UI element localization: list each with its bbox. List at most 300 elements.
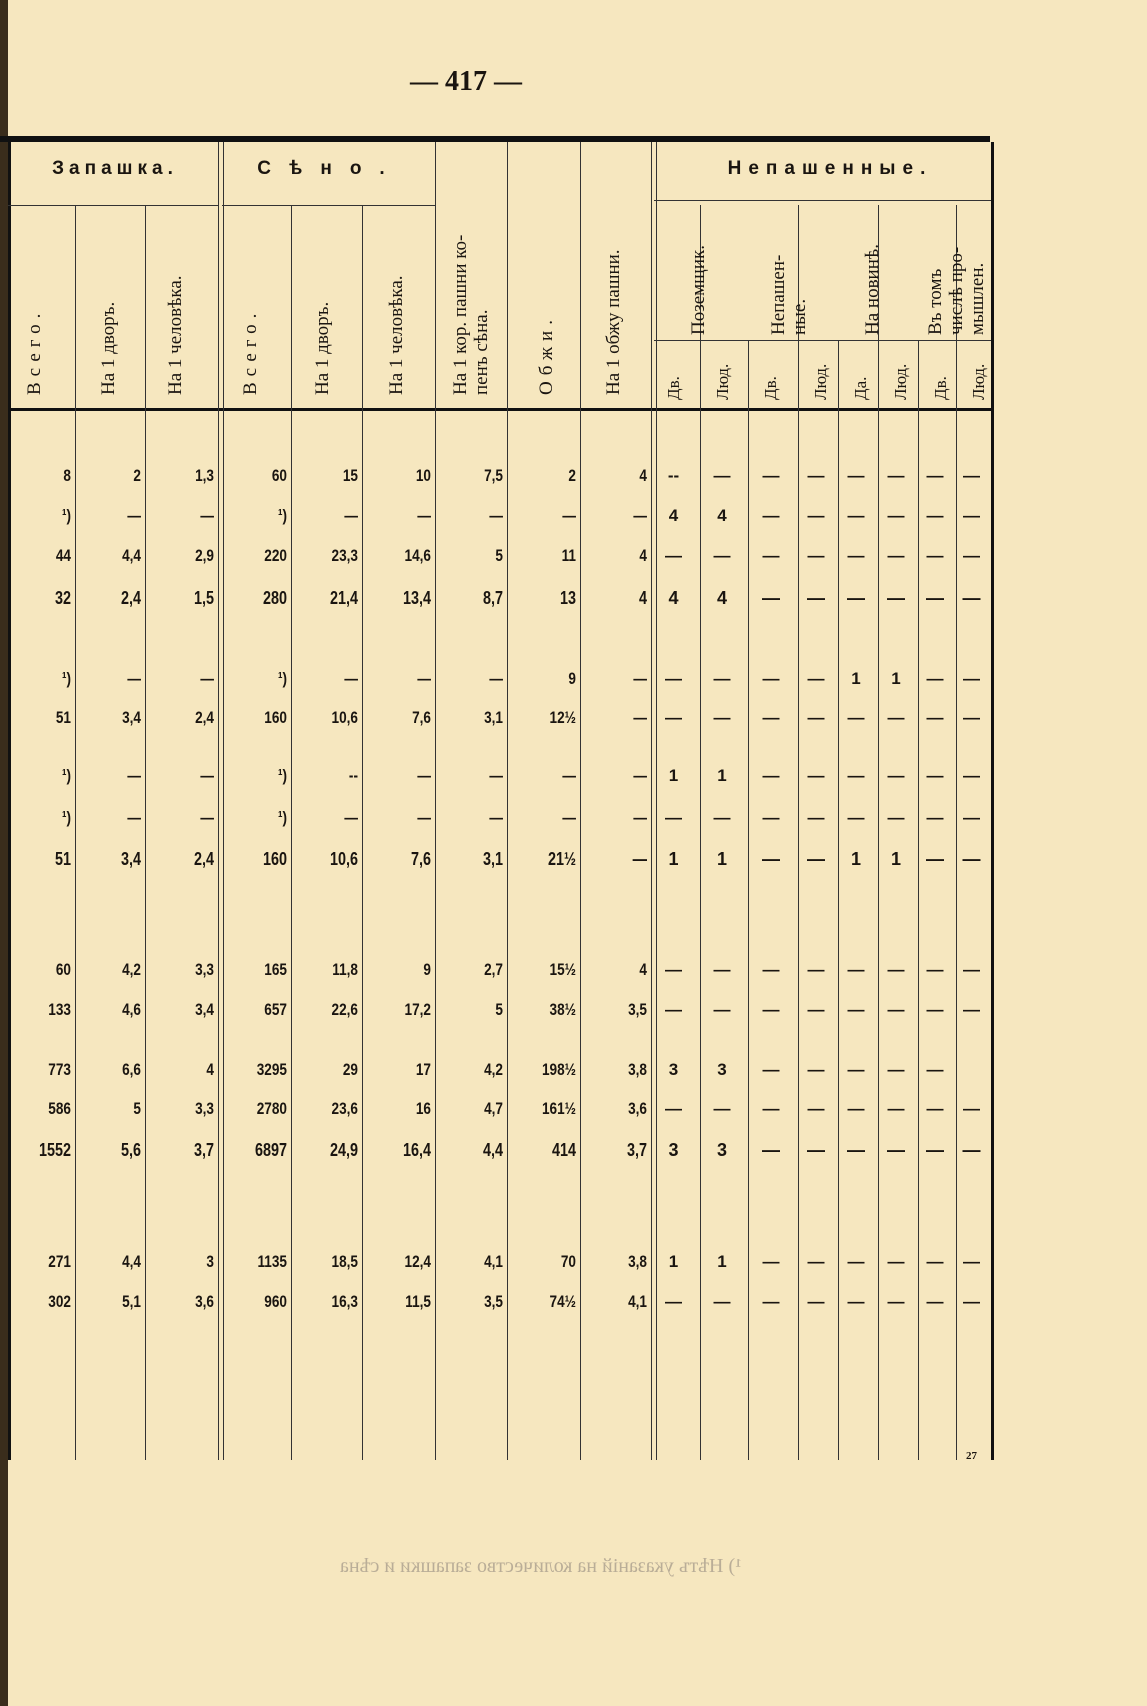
footnote-bleedthrough: ¹) Нѣтъ указаній на количество запашки и сѣна (340, 1555, 742, 1577)
table-cell: 165 (264, 960, 287, 979)
table-cell: — (926, 849, 944, 869)
table-cell: — (807, 708, 825, 727)
table-cell: 51 (55, 708, 71, 727)
table-cell: — (926, 1140, 944, 1160)
table-cell: — (847, 808, 865, 827)
group-zapashka: Запашка. (52, 158, 178, 179)
table-cell: — (926, 1099, 944, 1118)
table-cell: — (344, 669, 358, 688)
table-cell: — (807, 766, 825, 785)
table-cell: 4 (716, 588, 727, 608)
table-cell: 10,6 (331, 708, 358, 727)
table-cell: ¹) (61, 669, 71, 688)
table-cell: -- (348, 766, 358, 785)
table-cell: 1 (668, 766, 679, 785)
table-cell: 3295 (256, 1060, 287, 1079)
table-cell: 220 (264, 546, 287, 565)
table-cell: 4 (206, 1060, 214, 1079)
table-cell: 1 (716, 849, 727, 869)
table-cell: — (762, 808, 780, 827)
table-cell: 2,7 (484, 960, 503, 979)
table-cell: — (807, 466, 825, 485)
table-cell: — (200, 506, 214, 525)
table-cell: — (762, 1140, 780, 1160)
table-cell: — (417, 506, 431, 525)
table-cell: — (633, 669, 647, 688)
table-cell: — (665, 1000, 682, 1019)
table-cell: ¹) (61, 506, 71, 525)
table-cell: — (807, 546, 825, 565)
table-cell: 1 (668, 1252, 679, 1271)
table-cell: 11 (561, 546, 576, 565)
table-cell: 16,3 (331, 1292, 358, 1311)
table-cell: 7,6 (410, 849, 431, 869)
table-cell: — (713, 1099, 731, 1118)
table-cell: 271 (48, 1252, 71, 1271)
table-cell: — (762, 849, 780, 869)
table-cell: 13,4 (402, 588, 431, 608)
subheader-dv3: Да. (851, 376, 870, 400)
table-cell: 133 (48, 1000, 71, 1019)
table-cell: — (417, 669, 431, 688)
table-cell: 12,4 (404, 1252, 431, 1271)
table-cell: — (762, 1000, 780, 1019)
table-cell: 60 (271, 466, 287, 485)
table-cell: — (489, 669, 503, 688)
table-cell: — (417, 766, 431, 785)
table-cell: 4,7 (484, 1099, 503, 1118)
table-cell: — (762, 766, 780, 785)
table-cell: — (887, 960, 905, 979)
table-cell: — (665, 546, 682, 565)
table-cell: 22,6 (331, 1000, 358, 1019)
header-rule (8, 408, 991, 411)
table-cell: 21½ (547, 849, 576, 869)
table-cell: 5 (133, 1099, 141, 1118)
table-cell: — (926, 669, 944, 688)
table-cell: 773 (48, 1060, 71, 1079)
table-cell: 5 (495, 1000, 503, 1019)
table-cell: — (963, 1252, 980, 1271)
table-cell: — (962, 1140, 981, 1160)
table-cell: 14,6 (404, 546, 431, 565)
table-cell: — (762, 1060, 780, 1079)
table-cell: 3 (668, 1060, 679, 1079)
table-cell: 4 (639, 466, 647, 485)
table-cell: 3,4 (195, 1000, 214, 1019)
table-cell: — (963, 506, 980, 525)
table-cell: 4,1 (484, 1252, 503, 1271)
table-cell: 7,5 (484, 466, 503, 485)
table-cell: 16,4 (402, 1140, 431, 1160)
table-cell: — (807, 588, 825, 608)
table-cell: 1,5 (193, 588, 214, 608)
table-cell: 44 (55, 546, 71, 565)
table-cell: 4 (639, 546, 647, 565)
table-cell: 29 (342, 1060, 358, 1079)
table-cell: 161½ (541, 1099, 576, 1118)
table-cell: — (963, 808, 980, 827)
table-cell: 4,6 (122, 1000, 141, 1019)
table-cell: — (807, 506, 825, 525)
table-cell: — (963, 960, 980, 979)
table-cell: 38½ (549, 1000, 576, 1019)
table-cell: 1 (850, 849, 861, 869)
table-cell: — (963, 546, 980, 565)
table-cell: 12½ (549, 708, 576, 727)
table-cell: 3,8 (628, 1060, 647, 1079)
table-cell: 3,8 (628, 1252, 647, 1271)
table-cell: — (807, 669, 825, 688)
table-cell: — (762, 506, 780, 525)
table-cell: — (632, 849, 647, 869)
table-cell: 3,3 (195, 960, 214, 979)
table-cell: — (762, 708, 780, 727)
table-cell: — (762, 960, 780, 979)
table-cell: — (633, 708, 647, 727)
subheader-dv1: Дв. (664, 376, 683, 400)
table-cell: 160 (262, 849, 287, 869)
table-cell: 1 (668, 849, 679, 869)
table-cell: — (807, 1060, 825, 1079)
table-cell: — (489, 506, 503, 525)
header-z-vsego: Всего. (24, 307, 45, 395)
sheet-mark: 27 (966, 1450, 977, 1462)
table-cell: 21,4 (329, 588, 358, 608)
table-cell: 10 (415, 466, 431, 485)
column-divider (75, 205, 76, 1460)
column-divider (291, 205, 292, 1460)
table-cell: 3 (716, 1140, 727, 1160)
table-cell: 9 (423, 960, 431, 979)
table-cell: — (713, 669, 731, 688)
table-cell: 5 (495, 546, 503, 565)
table-cell: — (713, 466, 731, 485)
table-cell: — (847, 1292, 865, 1311)
table-cell: 11,5 (405, 1292, 431, 1311)
table-cell: — (847, 708, 865, 727)
table-cell: — (807, 808, 825, 827)
table-cell: — (926, 546, 944, 565)
table-cell: 9 (568, 669, 576, 688)
table-cell: 1552 (38, 1140, 71, 1160)
table-cell: 302 (48, 1292, 71, 1311)
table-cell: — (633, 766, 647, 785)
table-cell: — (887, 506, 905, 525)
table-cell: — (926, 1060, 944, 1079)
table-cell: 960 (264, 1292, 287, 1311)
column-divider (580, 142, 581, 1460)
table-cell: 3,7 (193, 1140, 214, 1160)
table-cell: 5,1 (122, 1292, 141, 1311)
table-cell: — (665, 1292, 682, 1311)
table-cell: — (962, 849, 981, 869)
table-cell: — (713, 708, 731, 727)
table-cell: — (807, 1292, 825, 1311)
table-cell: 60 (55, 960, 71, 979)
table-cell: ¹) (61, 766, 71, 785)
table-cell: 4,4 (122, 546, 141, 565)
table-cell: 3,6 (628, 1099, 647, 1118)
header-pozem: Поземщик. (688, 245, 709, 335)
table-cell: 3,7 (626, 1140, 647, 1160)
subheader-lud3: Люд. (891, 363, 910, 400)
table-cell: — (926, 1000, 944, 1019)
table-cell: 6897 (254, 1140, 287, 1160)
table-cell: ¹) (277, 766, 287, 785)
table-cell: 17,2 (404, 1000, 431, 1019)
table-cell: — (713, 1000, 731, 1019)
table-cell: 1 (891, 669, 901, 688)
table-cell: 3,1 (482, 849, 503, 869)
table-cell: 16 (415, 1099, 431, 1118)
table-cell: — (926, 1252, 944, 1271)
table-cell: — (713, 808, 731, 827)
table-cell: 23,3 (331, 546, 358, 565)
table-cell: — (344, 506, 358, 525)
table-cell: — (562, 506, 576, 525)
table-cell: — (665, 708, 682, 727)
table-cell: — (926, 466, 944, 485)
table-cell: — (887, 1060, 905, 1079)
table-cell: 4 (668, 588, 679, 608)
table-cell: — (962, 588, 981, 608)
table-cell: 2,4 (195, 708, 214, 727)
table-cell: — (762, 1099, 780, 1118)
table-cell: — (963, 708, 980, 727)
table-cell: — (665, 808, 682, 827)
table-cell: — (926, 588, 944, 608)
column-divider (145, 205, 146, 1460)
table-cell: — (489, 808, 503, 827)
table-cell: 23,6 (331, 1099, 358, 1118)
table-cell: 198½ (541, 1060, 576, 1079)
table-cell: — (127, 766, 141, 785)
table-cell: 74½ (549, 1292, 576, 1311)
table-cell: — (807, 1140, 825, 1160)
table-cell: — (963, 1099, 980, 1118)
table-cell: 2780 (256, 1099, 287, 1118)
table-cell: ¹) (61, 808, 71, 827)
table-cell: — (887, 708, 905, 727)
divider (654, 340, 991, 341)
table-cell: 3 (206, 1252, 214, 1271)
header-promysl: Въ томъ числѣ про- мышлен. (925, 246, 988, 335)
table-cell: 1,3 (195, 466, 214, 485)
table-cell: — (847, 1252, 865, 1271)
header-novin: На новинѣ. (862, 244, 883, 335)
table-cell: — (847, 588, 865, 608)
table-cell: — (926, 960, 944, 979)
header-z-chel: На 1 человѣка. (165, 275, 186, 395)
table-cell: 1 (717, 1252, 727, 1271)
table-cell: — (963, 466, 980, 485)
table-cell: 1 (851, 669, 861, 688)
table-cell: — (562, 808, 576, 827)
table-cell: 51 (54, 849, 71, 869)
header-obzhi: Обжи. (536, 314, 557, 395)
table-cell: — (127, 506, 141, 525)
table-cell: 4,2 (122, 960, 141, 979)
divider (222, 205, 435, 206)
table-cell: 2 (568, 466, 576, 485)
table-cell: — (963, 1292, 980, 1311)
table-cell: 3,6 (195, 1292, 214, 1311)
table-cell: — (633, 808, 647, 827)
table-cell: — (762, 466, 780, 485)
table-cell: — (963, 669, 980, 688)
column-divider (435, 142, 436, 1460)
table-cell: — (807, 1099, 825, 1118)
table-cell: 2,4 (193, 849, 214, 869)
table-cell: — (762, 1292, 780, 1311)
table-cell: — (665, 669, 682, 688)
table-cell: 70 (560, 1252, 576, 1271)
table-cell: 160 (264, 708, 287, 727)
table-cell: 3 (668, 1140, 679, 1160)
table-cell: — (887, 1252, 905, 1271)
table-cell: — (762, 546, 780, 565)
table-cell: — (762, 1252, 780, 1271)
table-cell: 3,1 (484, 708, 503, 727)
table-cell: — (847, 1140, 865, 1160)
table-cell: 4 (668, 506, 679, 525)
table-cell: 15½ (549, 960, 576, 979)
table-cell: 586 (48, 1099, 71, 1118)
table-cell: 1 (890, 849, 901, 869)
table-cell: — (762, 669, 780, 688)
table-cell: — (417, 808, 431, 827)
table-cell: — (847, 1000, 865, 1019)
table-cell: ¹) (277, 669, 287, 688)
table-cell: 3,3 (195, 1099, 214, 1118)
table-cell: — (926, 766, 944, 785)
subheader-lud1: Люд. (713, 363, 732, 400)
table-cell: 2 (133, 466, 141, 485)
table-cell: 4 (717, 506, 727, 525)
table-cell: 18,5 (331, 1252, 358, 1271)
table-cell: 11,8 (332, 960, 358, 979)
table-cell: 3,5 (484, 1292, 503, 1311)
table-cell: — (665, 960, 682, 979)
table-cell: — (200, 766, 214, 785)
table-cell: — (926, 708, 944, 727)
table-cell: — (887, 1292, 905, 1311)
table-cell: — (713, 546, 731, 565)
table-cell: — (489, 766, 503, 785)
table-cell: 3,4 (122, 708, 141, 727)
table-cell: 1 (717, 766, 727, 785)
column-divider (507, 142, 508, 1460)
table-cell: — (807, 1000, 825, 1019)
page-number: — 417 — (410, 66, 522, 97)
table-cell: 4,2 (484, 1060, 503, 1079)
table-cell: 414 (551, 1140, 576, 1160)
table-cell: — (847, 546, 865, 565)
table-cell: 8 (63, 466, 71, 485)
table-cell: — (887, 808, 905, 827)
table-cell: ¹) (277, 808, 287, 827)
table-cell: — (807, 849, 825, 869)
table-cell: 5,6 (120, 1140, 141, 1160)
header-nepash: Непашен- ные. (768, 254, 810, 335)
subheader-lud4: Люд. (969, 363, 988, 400)
table-cell: — (926, 1292, 944, 1311)
table-cell: — (562, 766, 576, 785)
header-kor: На 1 кор. пашни ко- пенъ сѣна. (450, 234, 492, 395)
table-cell: — (887, 466, 905, 485)
subheader-lud2: Люд. (811, 363, 830, 400)
table-cell: — (847, 506, 865, 525)
subheader-dv2: Дв. (761, 376, 780, 400)
table-cell: 32 (54, 588, 71, 608)
column-divider (218, 142, 224, 1460)
table-cell: — (713, 1292, 731, 1311)
table-cell: 4,1 (628, 1292, 647, 1311)
table-cell: 4,4 (122, 1252, 141, 1271)
divider (654, 200, 991, 201)
table-cell: — (633, 506, 647, 525)
header-na-obzhu: На 1 обжу пашни. (603, 249, 624, 395)
table-cell: 4 (639, 960, 647, 979)
table-cell: 2,9 (195, 546, 214, 565)
table-cell: — (887, 588, 905, 608)
table-cell: — (887, 546, 905, 565)
table-cell: 17 (415, 1060, 431, 1079)
table-cell: — (127, 669, 141, 688)
group-seno: Сѣно. (257, 158, 403, 179)
table-cell: ¹) (277, 506, 287, 525)
table-cell: 15 (342, 466, 358, 485)
header-s-chel: На 1 человѣка. (386, 275, 407, 395)
table-cell: — (847, 1099, 865, 1118)
table-cell: — (762, 588, 780, 608)
table-cell: 6,6 (122, 1060, 141, 1079)
table-cell: 13 (559, 588, 576, 608)
table-cell: — (713, 960, 731, 979)
header-z-dvor: На 1 дворъ. (98, 301, 119, 395)
table-cell: 7,6 (412, 708, 431, 727)
column-divider (362, 205, 363, 1460)
table-cell: — (127, 808, 141, 827)
table-cell: — (847, 960, 865, 979)
table-cell: -- (667, 466, 680, 485)
table-cell: — (926, 808, 944, 827)
table-cell: 2,4 (120, 588, 141, 608)
table-cell: — (963, 1000, 980, 1019)
table-cell: — (200, 808, 214, 827)
table-cell: — (887, 1140, 905, 1160)
table-cell: 8,7 (482, 588, 503, 608)
table-cell: 10,6 (329, 849, 358, 869)
table-cell: — (887, 766, 905, 785)
table-cell: 3 (717, 1060, 727, 1079)
subheader-dv4: Дв. (931, 376, 950, 400)
table-cell: — (344, 808, 358, 827)
table-cell: — (847, 466, 865, 485)
table-cell: 4 (638, 588, 647, 608)
table-cell: 3,4 (120, 849, 141, 869)
table-cell: 3,5 (628, 1000, 647, 1019)
table-cell: — (963, 766, 980, 785)
table-cell: 24,9 (329, 1140, 358, 1160)
table-cell: — (887, 1099, 905, 1118)
table-cell: — (200, 669, 214, 688)
table-cell: — (847, 766, 865, 785)
table-cell: 4,4 (482, 1140, 503, 1160)
header-s-dvor: На 1 дворъ. (312, 301, 333, 395)
table-cell: 280 (262, 588, 287, 608)
